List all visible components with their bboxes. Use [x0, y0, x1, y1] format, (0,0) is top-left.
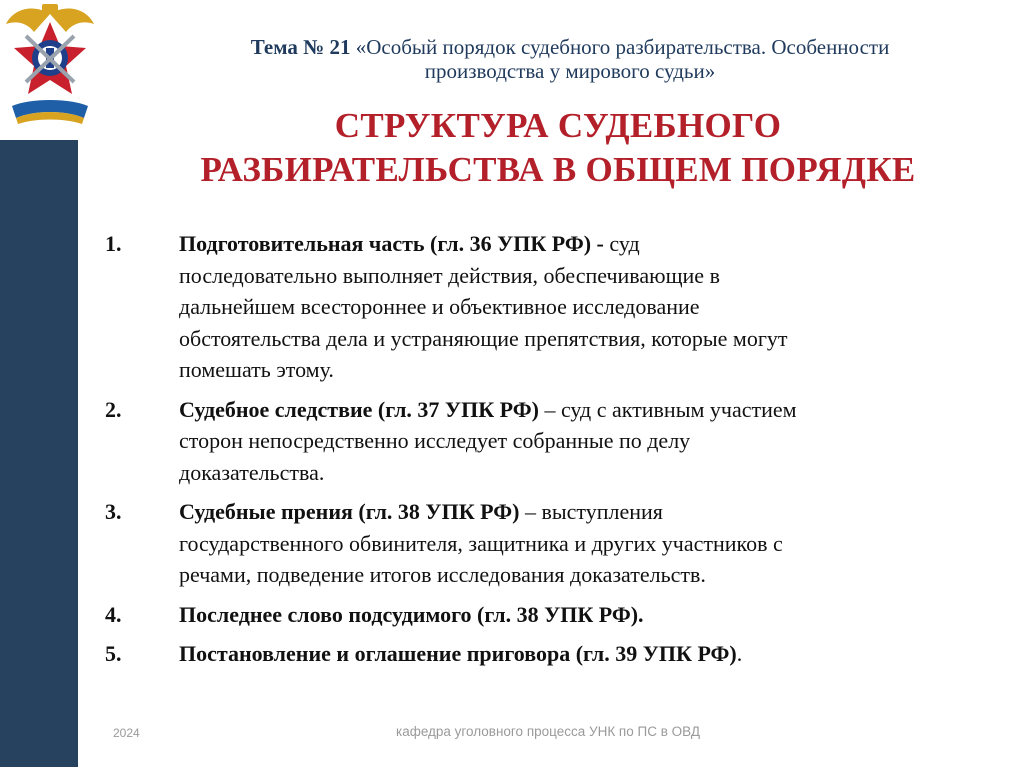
slide-title-line2: РАЗБИРАТЕЛЬСТВА В ОБЩЕМ ПОРЯДКЕ	[200, 150, 916, 189]
sidebar-bar	[0, 140, 78, 767]
list-item	[105, 638, 1005, 670]
list-item-number: 4.	[105, 601, 122, 627]
list-item-number: 3.	[105, 499, 122, 524]
list-item-heading: Судебные прения (гл. 38 УПК РФ)	[179, 499, 520, 524]
topic-title-part1: «Особый порядок судебного разбирательства. Особенности	[350, 35, 890, 59]
footer-year: 2024	[113, 726, 140, 740]
list-item	[105, 599, 1005, 631]
list-item-text: Постановление и оглашение приговора (гл. 39 УПК РФ).	[179, 641, 743, 666]
list-item	[105, 394, 1005, 489]
list-item-number: 2.	[105, 396, 122, 422]
list-item-heading: Подготовительная часть (гл. 36 УПК РФ) -	[179, 231, 604, 256]
list-item-number: 1.	[105, 231, 122, 256]
list-item-text	[179, 599, 1005, 631]
list-item	[105, 496, 1005, 591]
topic-title-part2: производства у мирового судьи»	[424, 59, 716, 83]
list-item-number: 5.	[105, 641, 122, 666]
footer-department: кафедра уголовного процесса УНК по ПС в ОВД	[396, 724, 700, 739]
list-item-text: Подготовительная часть (гл. 36 УПК РФ) - суд последовательно выполняет действия, обеспечивающие в дальнейшем всестороннее и объективное исследование обстоятельства дела и устраняющие препятствия, которые могут помешать этому.	[179, 231, 788, 382]
topic-heading	[130, 34, 1010, 60]
topic-number: Тема № 21	[250, 35, 351, 59]
list-item-heading: Последнее слово подсудимого (гл. 38 УПК РФ).	[179, 601, 644, 627]
list-item-text: Судебные прения (гл. 38 УПК РФ) – выступления государственного обвинителя, защитника и других участников с речами, подведение итогов исследования доказательств.	[179, 499, 783, 587]
list-item-heading: Постановление и оглашение приговора (гл. 39 УПК РФ)	[179, 641, 737, 666]
list-item	[105, 228, 1005, 386]
police-academy-emblem-icon	[4, 2, 96, 130]
list-item-heading: Судебное следствие (гл. 37 УПК РФ)	[179, 396, 539, 422]
structure-list	[105, 228, 1005, 678]
list-item-text: Судебное следствие (гл. 37 УПК РФ) – суд с активным участием сторон непосредственно исследует собранные по делу доказательства.	[179, 396, 797, 485]
slide-title-line1: СТРУКТУРА СУДЕБНОГО	[334, 106, 782, 145]
